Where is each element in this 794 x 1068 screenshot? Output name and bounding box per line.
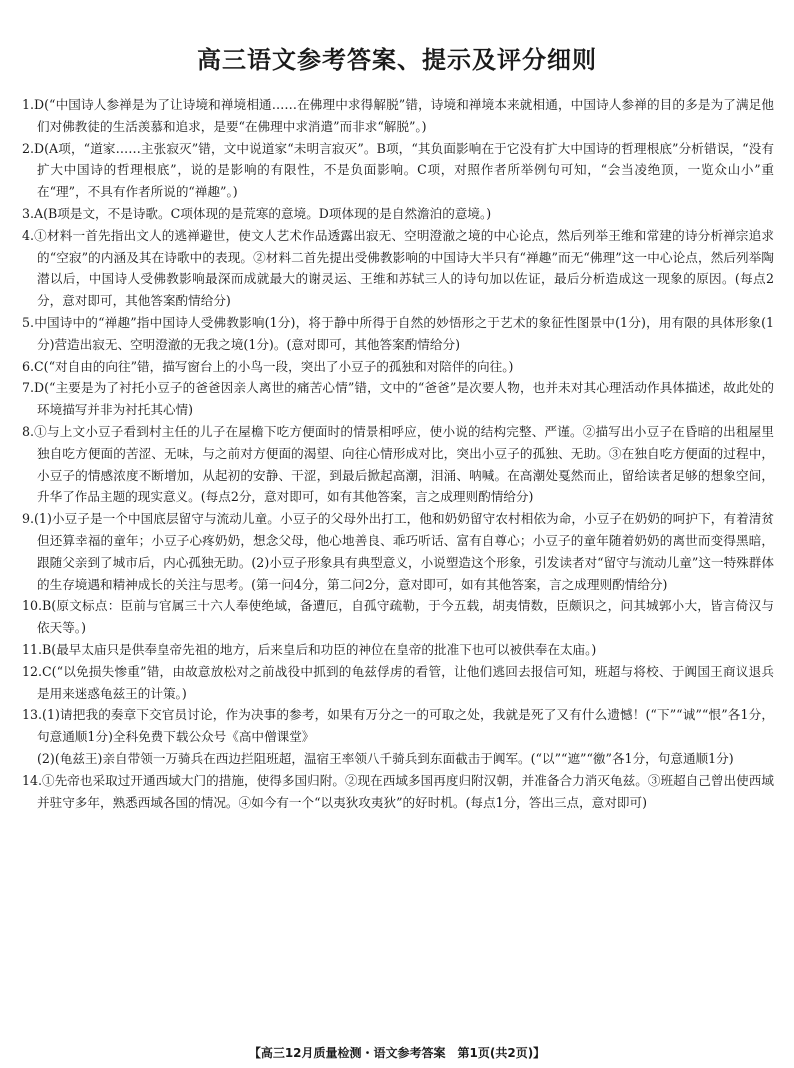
answer-item-3: 3.A(B项是文，不是诗歌。C项体现的是荒寒的意境。D项体现的是自然澹泊的意境。) [22, 205, 492, 221]
answer-item-13-part-1: 13.(1)请把我的奏章下交官员讨论，作为决事的参考，如果有万分之一的可取之处，我就是死了又有什么遗憾！(“下”“诚”“恨”各1分，句意通顺1分)全科免费下载公众号《高中僧课堂》 [22, 707, 774, 745]
answer-item-8: 8.①与上文小豆子看到村主任的儿子在屋檐下吃方便面时的情景相呼应，使小说的结构完整、严谨。②描写出小豆子在昏暗的出租屋里独自吃方便面的苦涩、无味，与之前对方便面的渴望、向往心情形成对比，突出小豆子的孤独、无助。③在独自吃方便面的过程中，小豆子的情感浓度不断增加，从起初的安静、干涩，到最后掀起高潮，泪涌、呐喊。在高潮处戛然而止，留给读者足够的想象空间，升华了作品主题的现实意义。(每点2分，意对即可，如有其他答案，言之成理则酌情给分) [22, 423, 774, 505]
answer-item-2: 2.D(A项，“道家……主张寂灭”错，文中说道家“未明言寂灭”。B项，“其负面影响在于它没有扩大中国诗的哲理根底”分析错误，“没有扩大中国诗的哲理根底”，说的是影响的有限性，不是负面影响。C项，对照作者所举例句可知，“会当凌绝顶，一览众山小”重在“理”，不具有作者所说的“禅趣”。) [22, 140, 774, 200]
page-footer: 【高三12月质量检测・语文参考答案 第1页(共2页)】 [248, 1046, 546, 1060]
answer-item-11: 11.B(最早太庙只是供奉皇帝先祖的地方，后来皇后和功臣的神位在皇帝的批准下也可以被供奉在太庙。) [22, 641, 597, 657]
answer-item-13-part-2: (2)(龟兹王)亲自带领一万骑兵在西边拦阻班超，温宿王率领八千骑兵到东面截击于阗军。(“以”“遮”“徼”各1分，句意通顺1分) [37, 750, 734, 766]
answer-item-6: 6.C(“对自由的向往”错，描写窗台上的小鸟一段，突出了小豆子的孤独和对陪伴的向往。) [22, 358, 514, 374]
answer-item-14: 14.①先帝也采取过开通西域大门的措施，使得多国归附。②现在西域多国再度归附汉朝，并准备合力消灭龟兹。③班超自己曾出使西域并驻守多年，熟悉西域各国的情况。④如今有一个“以夷狄攻夷狄”的好时机。(每点1分，答出三点，意对即可) [22, 772, 774, 810]
answer-list [22, 94, 774, 813]
page-title: 高三语文参考答案、提示及评分细则 [197, 46, 597, 74]
answer-item-4: 4.①材料一首先指出文人的逃禅避世，使文人艺术作品透露出寂无、空明澄澈之境的中心论点，然后列举王维和常建的诗分析禅宗追求的“空寂”的内涵及其在诗歌中的表现。②材料二首先提出受佛教影响的中国诗大半只有“禅趣”而无“佛理”这一中心论点，然后列举陶潜以后，中国诗人受佛教影响最深而成就最大的谢灵运、王维和苏轼三人的诗句加以佐证，最后分析造成这一现象的原因。(每点2分，意对即可，其他答案酌情给分) [22, 227, 774, 309]
answer-item-1: 1.D(“中国诗人参禅是为了让诗境和禅境相通……在佛理中求得解脱”错，诗境和禅境本来就相通，中国诗人参禅的目的多是为了满足他们对佛教徒的生活羡慕和追求，是要“在佛理中求消遣”而非求“解脱”。) [22, 97, 774, 134]
answer-item-12: 12.C(“以免损失惨重”错，由故意放松对之前战役中抓到的龟兹俘虏的看管，让他们逃回去报信可知，班超与将校、于阗国王商议退兵是用来迷惑龟兹王的计策。) [22, 663, 774, 701]
answer-item-9: 9.(1)小豆子是一个中国底层留守与流动儿童。小豆子的父母外出打工，他和奶奶留守农村相依为命，小豆子在奶奶的呵护下，有着清贫但还算幸福的童年；小豆子心疼奶奶，想念父母，他心地善良、乖巧听话、富有自尊心；小豆子的童年随着奶奶的离世而变得黑暗，跟随父亲到了城市后，内心孤独无助。(2)小豆子形象具有典型意义，小说塑造这个形象，引发读者对“留守与流动儿童”这一特殊群体的生存境遇和精神成长的关注与思考。(第一问4分，第二问2分，意对即可，如有其他答案，言之成理则酌情给分) [22, 511, 774, 592]
answer-item-7: 7.D(“主要是为了衬托小豆子的爸爸因亲人离世的痛苦心情”错，文中的“爸爸”是次要人物，也并未对其心理活动作具体描述，故此处的环境描写并非为衬托其心情) [22, 380, 774, 418]
answer-item-5: 5.中国诗中的“禅趣”指中国诗人受佛教影响(1分)，将于静中所得于自然的妙悟形之于艺术的象征性图景中(1分)，用有限的具体形象(1分)营造出寂无、空明澄澈的无我之境(1分)。(意对即可，其他答案酌情给分) [22, 314, 774, 352]
answer-item-10: 10.B(原文标点：臣前与官属三十六人奉使绝域，备遭厄，自孤守疏勒，于今五载，胡夷情数，臣颇识之，问其城郭小大，皆言倚汉与依天等。) [22, 598, 774, 636]
